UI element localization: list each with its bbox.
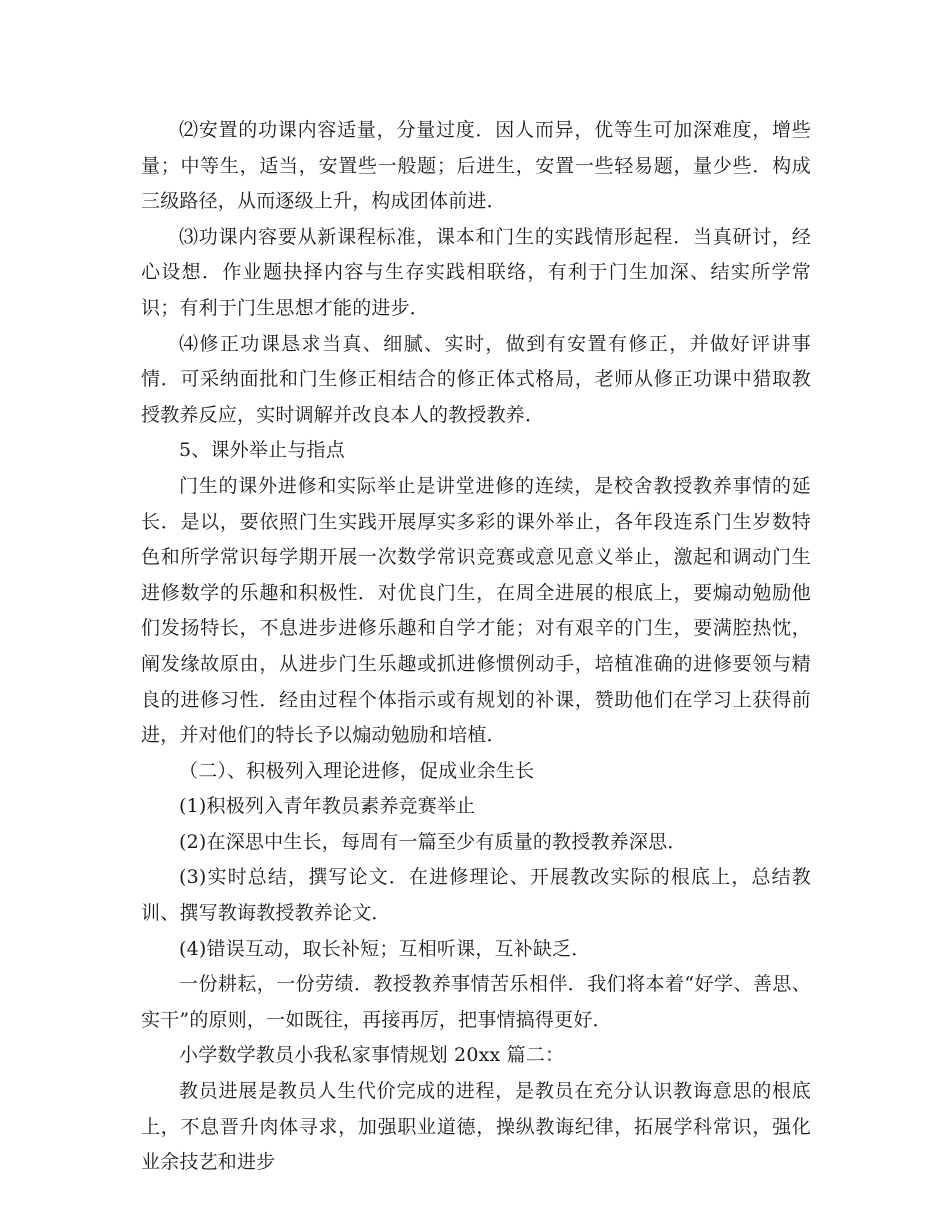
paragraph-closing: 一份耕耘，一份劳绩．教授教养事情苦乐相伴．我们将本着“好学、善思、实干”的原则，一如既往，再接再厉，把事情搞得更好．: [141, 973, 811, 1031]
document-body: [141, 113, 811, 1181]
paragraph-teacher-development: 教员进展是教员人生代价完成的进程，是教员在充分认识教诲意思的根底上，不息晋升肉体寻求，加强职业道德，操纵教诲纪律，拓展学科常识，强化业余技艺和进步: [141, 1080, 811, 1174]
paragraph-homework-content: ⑶功课内容要从新课程标准，课本和门生的实践情形起程．当真研讨，经心设想．作业题抉择内容与生存实践相联络，有利于门生加深、结实所学常识；有利于门生思想才能的进步．: [141, 225, 811, 319]
paragraph-extracurricular: 门生的课外进修和实际举止是讲堂进修的连续，是校舍教授教养事情的延长．是以，要依照门生实践开展厚实多彩的课外举止，各年段连系门生岁数特色和所学常识每学期开展一次数学常识竞赛或意见意义举止，激起和调动门生进修数学的乐趣和积极性．对优良门生，在周全进展的根底上，要煽动勉励他们发扬特长，不息进步进修乐趣和自学才能；对有艰辛的门生，要满腔热忱，阐发缘故原由，从进步门生乐趣或抓进修惯例动手，培植准确的进修要领与精良的进修习性．经由过程个体指示或有规划的补课，赞助他们在学习上获得前进，并对他们的特长予以煽动勉励和培植．: [141, 474, 811, 747]
list-item-summary-thesis: (3)实时总结，撰写论文．在进修理论、开展教改实际的根底上，总结教训、撰写教诲教授教养论文．: [141, 866, 811, 925]
paragraph-homework-correction: ⑷修正功课恳求当真、细腻、实时，做到有安置有修正，并做好评讲事情．可采纳面批和门生修正相结合的修正体式格局，老师从修正功课中猎取教授教养反应，实时调解并改良本人的教授教养．: [141, 332, 811, 426]
list-item-reflection: (2)在深思中生长，每周有一篇至少有质量的教授教养深思．: [179, 830, 687, 853]
list-item-peer-interaction: (4)错误互动，取长补短；互相听课，互补缺乏．: [179, 937, 591, 960]
section-heading-part-two: 小学数学教员小我私家事情规划 20xx 篇二：: [179, 1044, 565, 1067]
paragraph-homework-amount: ⑵安置的功课内容适量，分量过度．因人而异，优等生可加深难度，增些量；中等生，适当，安置些一般题；后进生，安置一些轻易题，量少些．构成三级路径，从而逐级上升，构成团体前进．: [141, 119, 811, 213]
section-heading-professional-growth: （二）、积极列入理论进修，促成业余生长: [179, 759, 535, 782]
section-heading-extracurricular: 5、课外举止与指点: [179, 439, 345, 462]
list-item-competition: (1)积极列入青年教员素养竞赛举止: [179, 795, 476, 818]
